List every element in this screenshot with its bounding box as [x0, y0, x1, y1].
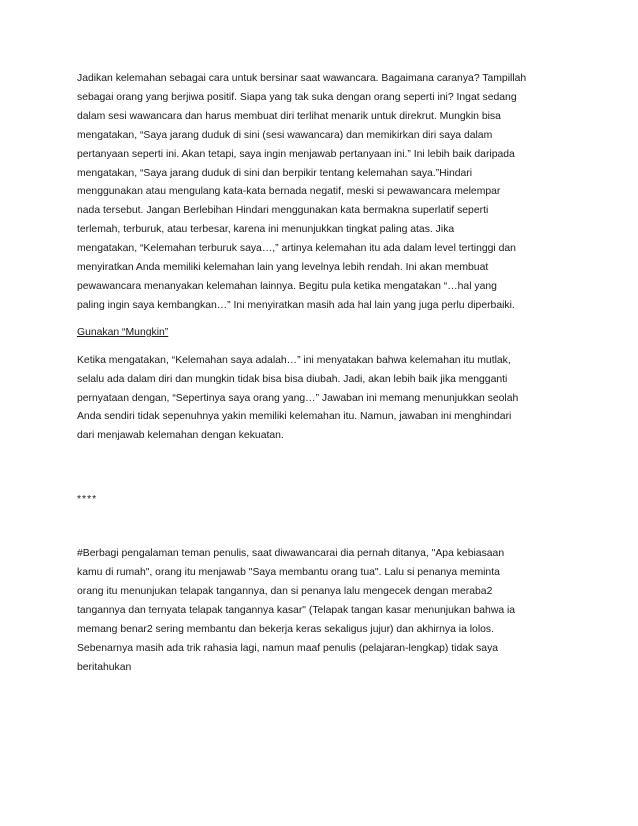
text-line: tangannya dan ternyata telapak tangannya kasar" (Telapak tangan kasar menunjukan bahwa ia: [77, 604, 516, 616]
section-separator: ****: [77, 494, 98, 506]
text-line: selalu ada dalam diri dan mungkin tidak bisa bisa diubah. Jadi, akan lebih baik jika mengganti: [77, 373, 508, 385]
text-line: pernyataan dengan, “Sepertinya saya orang yang…” Jawaban ini memang menunjukkan seolah: [77, 392, 519, 404]
text-line: beritahukan: [77, 661, 132, 673]
text-line: pertanyaan seperti ini. Akan tetapi, saya ingin menjawab pertanyaan ini.” Ini lebih baik daripada: [77, 148, 515, 160]
text-line: mengatakan, “Saya jarang duduk di sini (sesi wawancara) dan memikirkan diri saya dalam: [77, 129, 493, 141]
text-line: mengatakan, “Saya jarang duduk di sini dan berpikir tentang kelemahan saya.”Hindari: [77, 167, 473, 179]
paragraph-use-maybe: [77, 352, 573, 447]
text-line: menggunakan atau mengulang kata-kata bernada negatif, meski si pewawancara melempar: [77, 186, 501, 198]
paragraph-experience: [77, 545, 573, 677]
text-line: dari menjawab kelemahan dengan kekuatan.: [77, 430, 284, 442]
text-line: terlemah, terburuk, atau terbesar, karena ini menunjukkan tingkat paling atas. Jika: [77, 224, 455, 236]
text-line: sebagai orang yang berjiwa positif. Siapa yang tak suka dengan orang seperti ini? Ingat sedang: [77, 91, 517, 103]
text-line: mengatakan, “Kelemahan terburuk saya…,” artinya kelemahan itu ada dalam level tertinggi dan: [77, 243, 516, 255]
text-line: Sebenarnya masih ada trik rahasia lagi, namun maaf penulis (pelajaran-lengkap) tidak saya: [77, 642, 499, 654]
document-page: [77, 70, 573, 677]
text-line: orang itu menunjukan telapak tangannya, dan si penanya lalu mengecek dengan meraba2: [77, 585, 493, 597]
text-line: Anda sendiri tidak sepenuhnya yakin memiliki kelemahan itu. Namun, jawaban ini menghindari: [77, 411, 512, 423]
text-line: dalam sesi wawancara dan harus membuat diri terlihat menarik untuk direkrut. Mungkin bisa: [77, 110, 501, 122]
text-line: Jadikan kelemahan sebagai cara untuk bersinar saat wawancara. Bagaimana caranya? Tampillah: [77, 73, 527, 84]
paragraph-weakness-positive: [77, 70, 573, 316]
text-line: #Berbagi pengalaman teman penulis, saat diwawancarai dia pernah ditanya, "Apa kebiasaan: [77, 548, 505, 560]
text-line: memang benar2 sering membantu dan bekerja keras sekaligus jujur) dan akhirnya ia lolos.: [77, 623, 495, 635]
text-line: nada tersebut. Jangan Berlebihan Hindari menggunakan kata bermakna superlatif seperti: [77, 205, 489, 217]
text-line: paling ingin saya kembangkan…” Ini menyiratkan masih ada hal lain yang juga perlu diperbaiki.: [77, 299, 515, 311]
text-line: Ketika mengatakan, “Kelemahan saya adalah…” ini menyatakan bahwa kelemahan itu mutlak,: [77, 354, 511, 366]
text-line: pewawancara menanyakan kelemahan lainnya. Begitu pula ketika mengatakan “…hal yang: [77, 280, 497, 292]
text-line: menyiratkan Anda memiliki kelemahan lain yang levelnya lebih rendah. Ini akan membuat: [77, 262, 489, 274]
section-heading: Gunakan “Mungkin”: [77, 326, 169, 338]
text-line: kamu di rumah", orang itu menjawab "Saya membantu orang tua". Lalu si penanya meminta: [77, 567, 500, 579]
